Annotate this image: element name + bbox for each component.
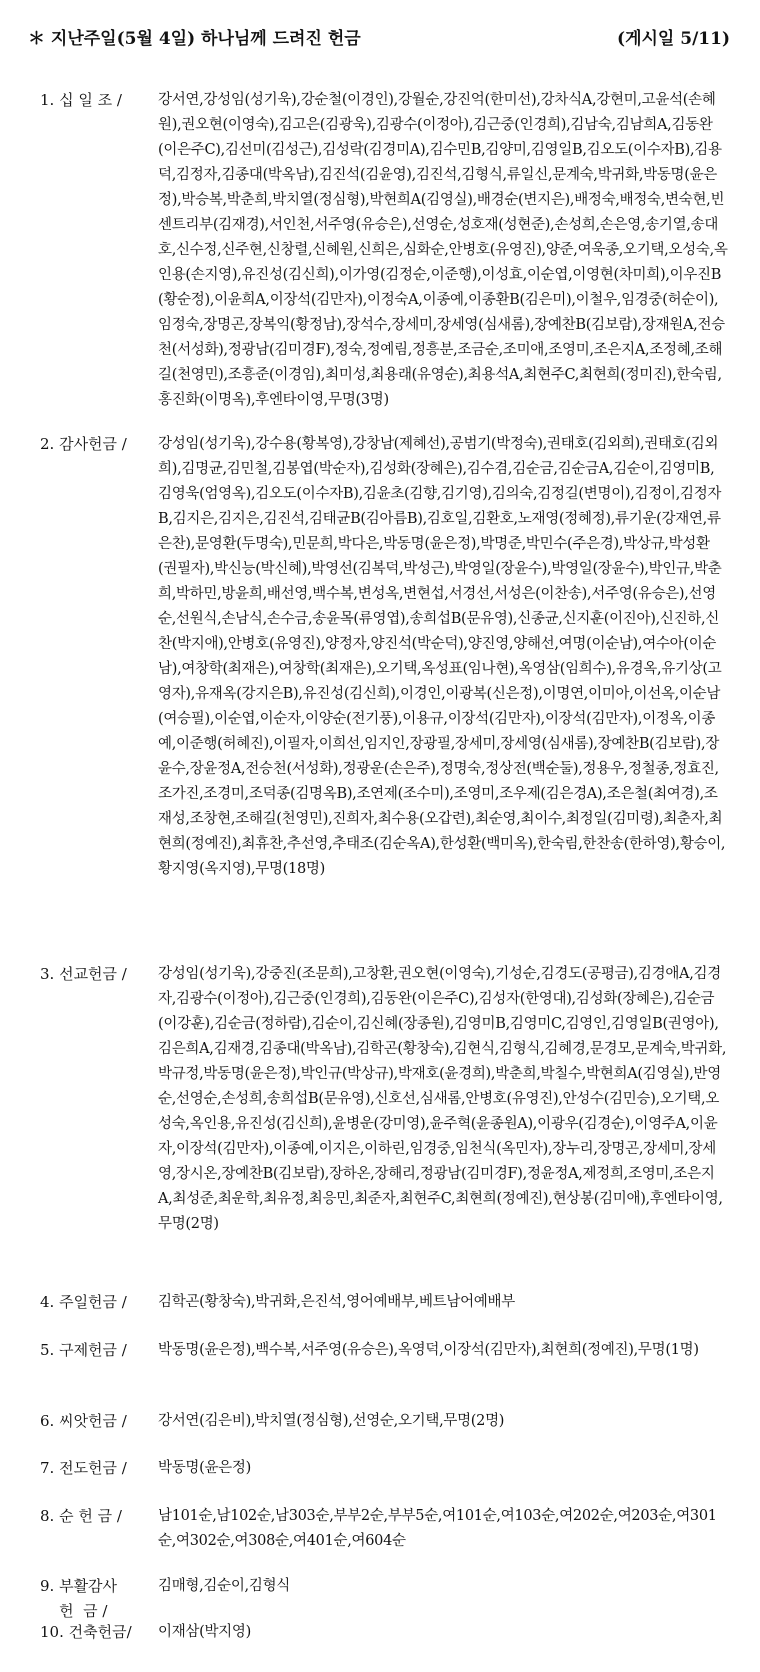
donor-list: 박동명(윤은정),백수복,서주영(유승은),옥영덕,이장석(김만자),최현희(정예진),무명(1명) (158, 1342, 699, 1358)
posted-date: (게시일 5/11) (617, 29, 730, 49)
donor-list: 강성임(성기욱),강중진(조문희),고창환,권오현(이영숙),기성순,김경도(공평금),김경애A,김경자,김광수(이정아),김근중(인경희),김동완(이은주C),김성자(한영대),김성화(장혜은),김순금(이강훈),김순금(정하람),김순이,김신혜(장종원),김영미B,김영미C,김영인,김영일B(권영아),김은희A,김재경,김종대(박옥남),김학곤(황창숙),김현식,김형식,김혜경,문경모,문계숙,박귀화,박규정,박동명(윤은정),박인규(박상규),박재호(윤경희),박춘희,박칠수,박현희A(김영실),반영순,선영순,손성희,송희섭B(문유영),신호선,심새롬,안병호(유영진),안성수(김민승),오기택,오성숙,옥인용,유진성(김신희),윤병운(강미영),윤주혁(윤종원A),이광우(김경순),이영주A,이윤자,이장석(김만자),이종예,이지은,이하린,임경중,임천식(옥민자),장누리,장명곤,장세미,장세영,장시온,장예찬B(김보람),장하온,장해리,정광남(김미경F),정윤정A,제정희,조영미,조은지A,최성준,최운학,최유정,최응민,최준자,최현주C,최현희(정예진),현상봉(김미애),후엔타이영,무명(2명) (158, 966, 727, 1232)
donor-list: 강서연(김은비),박치열(정심형),선영순,오기택,무명(2명) (158, 1413, 505, 1429)
section-label: 6. 씨앗헌금 / (40, 1412, 127, 1430)
page-header (28, 24, 732, 48)
donor-list: 김매형,김순이,김형식 (158, 1578, 290, 1594)
donor-list: 김학곤(황창숙),박귀화,은진석,영어예배부,베트남어예배부 (158, 1294, 515, 1310)
donor-list: 강서연,강성임(성기욱),강순철(이경인),강월순,강진억(한미선),강차식A,강현미,고윤석(손혜원),권오현(이영숙),김고은(김광욱),김광수(이정아),김근중(인경희),김남숙,김남희A,김동완(이은주C),김선미(김성근),김성락(김경미A),김수민B,김양미,김영일B,김오도(이수자B),김용덕,김정자,김종대(박옥남),김진석(김윤영),김진석,김형식,류일신,문계숙,박귀화,박동명(윤은정),박승복,박춘희,박치열(정심형),박현희A(김영실),배경순(변지은),배정숙,배정숙,변숙현,빈센트리부(김재경),서인천,서주영(유승은),선영순,성호재(성현준),손성희,손은영,송기열,송대호,신수정,신주현,신창렬,신혜원,신희은,심화순,안병호(유영진),양준,여욱종,오기택,오성숙,옥인용(손지영),유진성(김신희),이가영(김정순,이준행),이성효,이순엽,이영현(차미희),이우진B(황순정),이윤희A,이장석(김만자),이정숙A,이종예,이종환B(김은미),이철우,임경중(허순이),임정숙,장명곤,장복익(황정남),장석수,장세미,장세영(심새롬),장예찬B(김보람),장재원A,전승천(서성화),정광남(김미경F),정숙,정예림,정흥분,조금순,조미애,조영미,조은지A,조정혜,조해길(천영민),조흥준(이경임),최미성,최용래(유영순),최용석A,최현주C,최현희(정미진),한숙림,홍진화(이명옥),후엔타이영,무명(3명) (158, 92, 728, 408)
page-title: ＊ 지난주일(5월 4일) 하나님께 드려진 헌금 (28, 29, 361, 49)
section-label: 8. 순 헌 금 / (40, 1507, 122, 1525)
donor-list: 강성임(성기욱),강수용(황복영),강창남(제혜선),공범기(박정숙),권태호(김외희),권태호(김외희),김명균,김민철,김봉엽(박순자),김성화(장혜은),김수겸,김순금,김순금A,김순이,김영미B,김영욱(엄영옥),김오도(이수자B),김윤초(김향,김기영),김의숙,김정길(변명이),김정이,김정자B,김지은,김지은,김진석,김태균B(김아름B),김호일,김환호,노재영(정혜정),류기운(강재연,류은찬),문영환(두명숙),민문희,박다은,박동명(윤은정),박명준,박민수(주은경),박상규,박성환(권필자),박신능(박신혜),박영선(김복덕,박성근),박영일(장윤수),박영일(장윤수),박인규,박춘희,박하민,방윤희,배선영,백수복,변성옥,변현섭,서경선,서성은(이찬송),서주영(유승은),선영순,선원식,손남식,손수금,송윤목(류영엽),송희섭B(문유영),신종균,신지훈(이진아),신진하,신찬(박지애),안병호(유영진),양정자,양진석(박순덕),양진영,양해선,여명(이순남),여수아(이순남),여창학(최재은),여창학(최재은),오기택,옥성표(임나현),옥영삼(임희수),유경옥,유기상(고영자),유재옥(강지은B),유진성(김신희),이경인,이광복(신은정),이명연,이미아,이선옥,이순남(여승필),이순엽,이순자,이양순(전기풍),이용규,이장석(김만자),이장석(김만자),이정옥,이종예,이준행(허혜진),이필자,이희선,임지인,장광필,장세미,장세영(심새롬),장예찬B(김보람),장윤수,장윤정A,전승천(서성화),정광운(손은주),정명숙,정상전(백순둘),정용우,정철종,정효진,조가진,조경미,조덕종(김명옥B),조연제(조수미),조영미,조우제(김은경A),조은철(최여경),조재성,조창현,조해길(천영민),진희자,최수용(오갑련),최순영,최이수,최정일(김미령),최춘자,최현희(정예진),최휴찬,추선영,추태조(김순옥A),한성환(백미옥),한숙림,한찬송(한하영),황승이,황지영(옥지영),무명(18명) (158, 436, 726, 877)
section-label: 9. 부활감사 헌 금 / (40, 1577, 118, 1620)
section-label: 2. 감사헌금 / (40, 435, 127, 453)
section-label: 7. 전도헌금 / (40, 1459, 127, 1477)
section-label: 10. 건축헌금/ (40, 1623, 132, 1641)
section-label: 4. 주일헌금 / (40, 1293, 127, 1311)
donor-list: 남101순,남102순,남303순,부부2순,부부5순,여101순,여103순,여202순,여203순,여301순,여302순,여308순,여401순,여604순 (158, 1508, 717, 1549)
donor-list: 박동명(윤은정) (158, 1460, 251, 1476)
donor-list: 이재삼(박지영) (158, 1624, 251, 1640)
section-label: 3. 선교헌금 / (40, 965, 127, 983)
section-label: 1. 십 일 조 / (40, 91, 122, 109)
section-label: 5. 구제헌금 / (40, 1341, 127, 1359)
